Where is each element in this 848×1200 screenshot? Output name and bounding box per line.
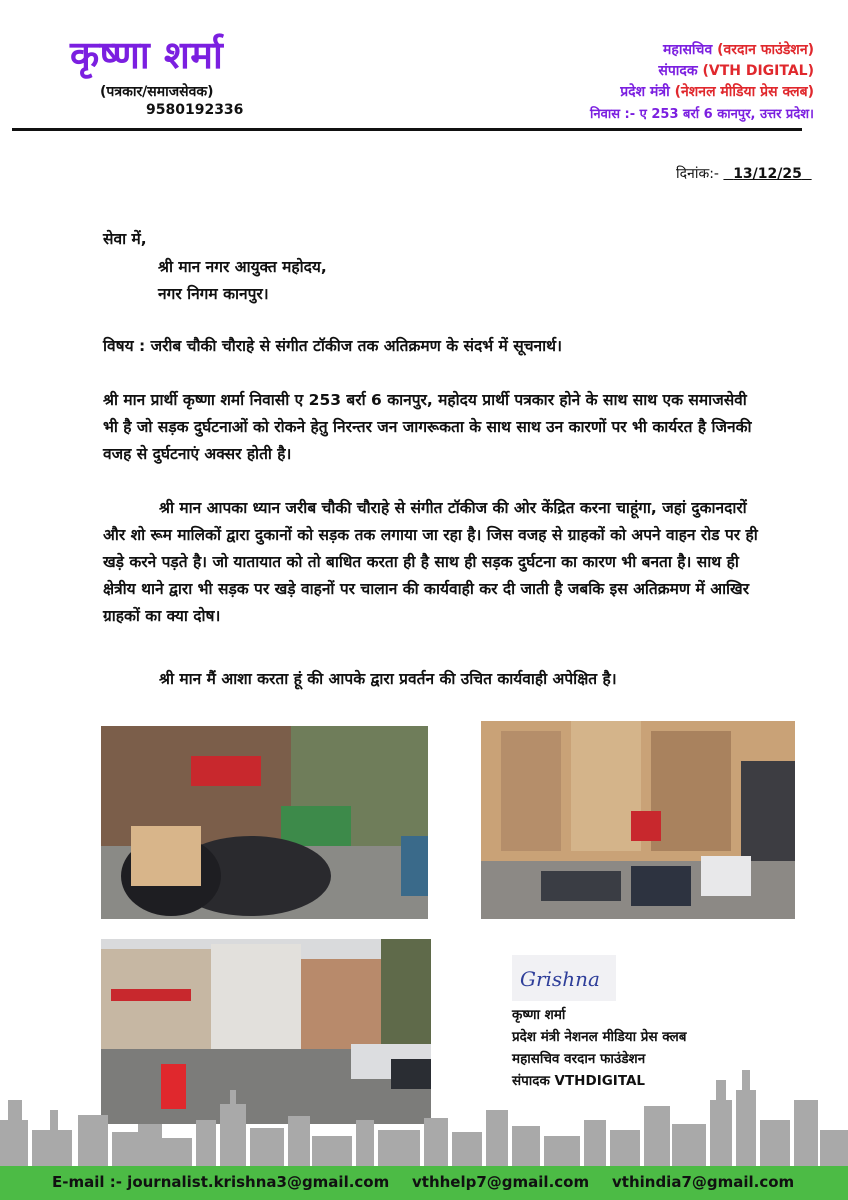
signature-name: कृष्णा शर्मा [512,1007,566,1023]
date-value: 13/12/25 [733,166,802,182]
letterhead-role: (पत्रकार/समाजसेवक) [100,84,214,100]
paragraph-2: श्री मान आपका ध्यान जरीब चौकी चौराहे से संगीत टॉकीज की ओर केंद्रित करना चाहूंगा, जहां दुकानदारों और शो रूम मालिकों द्वारा दुकानों को सड़क तक लगाया जा रहा है। जिस वजह से ग्राहकों को अपने वाहन रोड पर ही खड़े करने पड़ते है। जो यातायात को तो बाधित करता ही है साथ ही सड़क दुर्घटना का कारण भी बनता है। साथ ही क्षेत्रीय थाने द्वारा भी सड़क पर खड़े वाहनों पर चालान की कार्यवाही कर दी जाती है जबकि इस अतिक्रमण में आखिर ग्राहकों का क्या दोष। [103,499,758,625]
letterhead-designation-3: प्रदेश मंत्री (नेशनल मीडिया प्रेस क्लब) [620,84,814,100]
signature-scribble: Grishna [520,967,600,991]
letterhead-designation-2: संपादक (VTH DIGITAL) [658,63,814,79]
footer-bar [0,1166,848,1200]
header-divider [12,128,802,131]
paragraph-1: श्री मान प्रार्थी कृष्णा शर्मा निवासी ए 253 बर्रा 6 कानपुर, महोदय प्रार्थी पत्रकार होने के साथ साथ एक समाजसेवी भी है जो सड़क दुर्घटनाओं को रोकने हेतु निरन्तर जन जागरूकता के साथ साथ उन कारणों पर भी कार्यरत है जिनकी वजह से दुर्घटनाएं अक्सर होती है। [103,391,752,463]
paragraph-3: श्री मान मैं आशा करता हूं की आपके द्वारा प्रवर्तन की उचित कार्यवाही अपेक्षित है। [159,670,617,688]
recipient-line-1: श्री मान नगर आयुक्त महोदय, [158,258,327,276]
city-skyline-decoration [0,1060,848,1166]
date-label: दिनांक:- [676,166,719,182]
letterhead-name: कृष्णा शर्मा [70,33,224,77]
letterhead-designation-1: महासचिव (वरदान फाउंडेशन) [663,42,814,58]
street-photo-1 [101,726,428,919]
subject-line: विषय : जरीब चौकी चौराहे से संगीत टॉकीज तक अतिक्रमण के संदर्भ में सूचनार्थ। [103,337,562,355]
date-line [676,164,812,183]
signature-line-2: महासचिव वरदान फाउंडेशन [512,1051,646,1067]
signature-image [512,955,616,1001]
signature-line-3: संपादक VTHDIGITAL [512,1073,646,1089]
footer-email-3[interactable]: vthindia7@gmail.com [612,1173,795,1191]
letterhead-address: निवास :- ए 253 बर्रा 6 कानपुर, उत्तर प्रदेश। [590,107,814,122]
recipient-line-2: नगर निगम कानपुर। [158,285,269,303]
footer-email-1[interactable]: E-mail :- journalist.krishna3@gmail.com [52,1173,390,1191]
footer-email-2[interactable]: vthhelp7@gmail.com [412,1173,590,1191]
street-photo-2 [481,721,795,919]
salutation: सेवा में, [103,230,147,248]
signature-line-1: प्रदेश मंत्री नेशनल मीडिया प्रेस क्लब [512,1029,687,1045]
letterhead-phone: 9580192336 [146,102,244,118]
